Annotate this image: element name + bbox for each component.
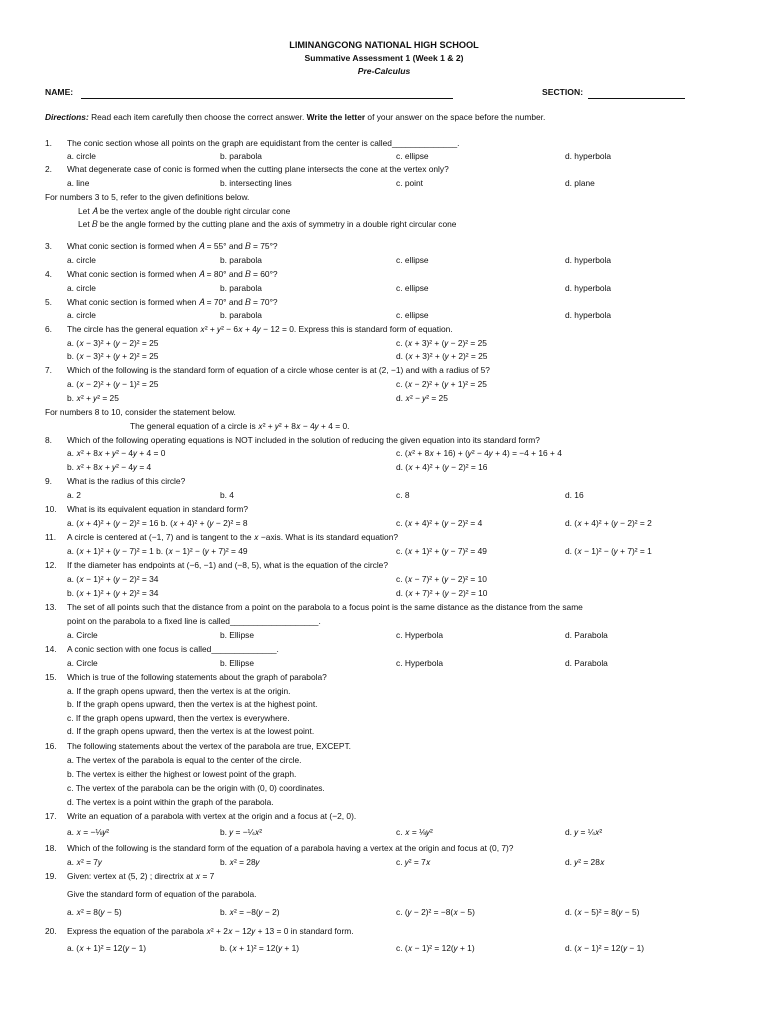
question-number: 9.	[45, 476, 52, 486]
option-b: b. Ellipse	[220, 630, 254, 640]
option-c: c. (𝑥 + 4)² + (𝑦 − 2)² = 4	[396, 518, 483, 528]
line-row	[0, 942, 768, 955]
option-c: c. point	[396, 178, 424, 188]
option-a: a. (𝑥 + 1)² + (𝑦 − 7)² = 1 b. (𝑥 − 1)² − (𝑦 + 7)² = 49	[67, 546, 248, 556]
option-d: d. hyperbola	[565, 310, 612, 320]
line-row	[0, 531, 768, 544]
question-text: The conic section whose all points on the graph are equidistant from the center is called______________.	[67, 138, 460, 148]
line-row	[0, 573, 768, 586]
question-number: 20.	[45, 926, 57, 936]
question-text: Given: vertex at (5, 2) ; directrix at 𝑥 = 7	[67, 871, 215, 881]
question-number: 3.	[45, 241, 52, 251]
question-number: 16.	[45, 741, 57, 751]
line-row	[0, 712, 768, 725]
line-row	[0, 657, 768, 670]
option-a: a. (𝑥 − 3)² + (𝑦 − 2)² = 25	[67, 338, 159, 348]
option-a: a. 𝑥² + 8𝑥 + 𝑦² − 4𝑦 + 4 = 0	[67, 448, 166, 458]
option-a: b. (𝑥 + 1)² + (𝑦 + 2)² = 34	[67, 588, 159, 598]
line-row	[0, 754, 768, 767]
option-c: c. Hyperbola	[396, 658, 444, 668]
option-c: c. 8	[396, 490, 410, 500]
question-number: 15.	[45, 672, 57, 682]
option-c: c. (𝑥 − 1)² = 12(𝑦 + 1)	[396, 943, 475, 953]
option-a: b. (𝑥 − 3)² + (𝑦 + 2)² = 25	[67, 351, 159, 361]
option-d: d. 𝑦 = ¼𝑥²	[565, 827, 603, 837]
line-row	[0, 768, 768, 781]
question-number: 13.	[45, 602, 57, 612]
option-c: c. 𝑥 = ⅛𝑦²	[396, 827, 433, 837]
option-b: b. 𝑥² = −8(𝑦 − 2)	[220, 907, 280, 917]
question-number: 5.	[45, 297, 52, 307]
line-row	[0, 309, 768, 322]
option-c: c. (𝑦 − 2)² = −8(𝑥 − 5)	[396, 907, 475, 917]
option-a: a. (𝑥 + 4)² + (𝑦 − 2)² = 16 b. (𝑥 + 4)² + (𝑦 − 2)² = 8	[67, 518, 248, 528]
definition-text: Let 𝐵 be the angle formed by the cutting plane and the axis of symmetry in a double right circular cone	[78, 219, 457, 229]
line-row	[0, 163, 768, 176]
directions	[45, 111, 725, 123]
option-d: d. plane	[565, 178, 595, 188]
option-d: d. hyperbola	[565, 283, 612, 293]
option-a: d. If the graph opens upward, then the vertex is at the lowest point.	[67, 726, 315, 736]
option-a: b. 𝑥² + 8𝑥 + 𝑦² − 4𝑦 = 4	[67, 462, 152, 472]
line-row	[0, 517, 768, 530]
option-d: d. (𝑥 − 1)² − (𝑦 + 7)² = 1	[565, 546, 652, 556]
line-row	[0, 240, 768, 253]
question-text: The circle has the general equation 𝑥² + 𝑦² − 6𝑥 + 4𝑦 − 12 = 0. Express this is standard form of equation.	[67, 324, 453, 334]
option-b: b. parabola	[220, 310, 262, 320]
line-row	[0, 461, 768, 474]
option-c: d. (𝑥 + 4)² + (𝑦 − 2)² = 16	[396, 462, 488, 472]
question-number: 14.	[45, 644, 57, 654]
definition-text: Let 𝐴 be the vertex angle of the double right circular cone	[78, 206, 291, 216]
name-label: NAME:	[45, 87, 74, 97]
line-row	[0, 503, 768, 516]
line-row	[0, 587, 768, 600]
question-number: 6.	[45, 324, 52, 334]
option-c: d. (𝑥 + 7)² + (𝑦 − 2)² = 10	[396, 588, 488, 598]
instruction-text: For numbers 8 to 10, consider the statement below.	[45, 407, 236, 417]
question-number: 17.	[45, 811, 57, 821]
line-row	[0, 191, 768, 204]
question-text: Which of the following is the standard form of equation of a circle whose center is at (2, −1) and with a radius of 5?	[67, 365, 490, 375]
option-c: d. (𝑥 + 3)² + (𝑦 + 2)² = 25	[396, 351, 488, 361]
name-blank-line[interactable]	[81, 98, 453, 99]
option-a: a. circle	[67, 151, 96, 161]
line-row	[0, 489, 768, 502]
option-d: d. hyperbola	[565, 255, 612, 265]
line-row	[0, 740, 768, 753]
option-b: b. 𝑥² = 28𝑦	[220, 857, 260, 867]
option-b: b. parabola	[220, 151, 262, 161]
question-number: 4.	[45, 269, 52, 279]
line-row	[0, 323, 768, 336]
option-d: d. (𝑥 + 4)² + (𝑦 − 2)² = 2	[565, 518, 652, 528]
question-text: The following statements about the vertex of the parabola are true, EXCEPT.	[67, 741, 351, 751]
assessment-title: Summative Assessment 1 (Week 1 & 2)	[304, 53, 464, 63]
option-c: c. ellipse	[396, 283, 429, 293]
option-a: a. (𝑥 + 1)² = 12(𝑦 − 1)	[67, 943, 147, 953]
line-row	[0, 870, 768, 883]
option-b: b. 𝑦 = −¼𝑥²	[220, 827, 263, 837]
question-text: point on the parabola to a fixed line is called___________________.	[67, 616, 321, 626]
option-a: c. The vertex of the parabola can be the origin with (0, 0) coordinates.	[67, 783, 325, 793]
line-row	[0, 725, 768, 738]
line-row	[0, 434, 768, 447]
line-row	[0, 856, 768, 869]
line-row	[0, 205, 768, 218]
question-number: 1.	[45, 138, 52, 148]
option-b: b. parabola	[220, 255, 262, 265]
section-blank-line[interactable]	[588, 98, 685, 99]
line-row	[0, 218, 768, 231]
section-label: SECTION:	[542, 87, 584, 97]
option-c: c. (𝑥 − 7)² + (𝑦 − 2)² = 10	[396, 574, 487, 584]
question-text: A circle is centered at (−1, 7) and is tangent to the 𝑥 −axis. What is its standard equation?	[67, 532, 399, 542]
line-row	[0, 601, 768, 614]
option-a: a. 𝑥 = −⅛𝑦²	[67, 827, 110, 837]
subject-title: Pre-Calculus	[357, 66, 411, 76]
question-text: Write an equation of a parabola with vertex at the origin and a focus at (−2, 0).	[67, 811, 357, 821]
option-c: d. 𝑥² − 𝑦² = 25	[396, 393, 448, 403]
line-row	[0, 282, 768, 295]
question-number: 12.	[45, 560, 57, 570]
line-row	[0, 643, 768, 656]
question-number: 7.	[45, 365, 52, 375]
question-text: What is the radius of this circle?	[67, 476, 186, 486]
option-c: c. (𝑥 + 3)² + (𝑦 − 2)² = 25	[396, 338, 487, 348]
directions-text-2: of your answer on the space before the number.	[365, 112, 546, 122]
option-a: a. 2	[67, 490, 81, 500]
option-a: a. 𝑥² = 8(𝑦 − 5)	[67, 907, 122, 917]
line-row	[0, 177, 768, 190]
option-d: d. 𝑦² = 28𝑥	[565, 857, 605, 867]
question-number: 11.	[45, 532, 57, 542]
option-a: a. (𝑥 − 2)² + (𝑦 − 1)² = 25	[67, 379, 159, 389]
question-text: What is its equivalent equation in standard form?	[67, 504, 249, 514]
line-row	[0, 364, 768, 377]
line-row	[0, 150, 768, 163]
option-a: a. circle	[67, 255, 96, 265]
question-text: What conic section is formed when 𝐴 = 80° and 𝐵 = 60°?	[67, 269, 278, 279]
line-row	[0, 406, 768, 419]
option-c: c. ellipse	[396, 310, 429, 320]
option-a: a. circle	[67, 283, 96, 293]
line-row	[0, 629, 768, 642]
line-row	[0, 559, 768, 572]
question-text: If the diameter has endpoints at (−6, −1) and (−8, 5), what is the equation of the circle?	[67, 560, 389, 570]
question-text: Express the equation of the parabola 𝑥² + 2𝑥 − 12𝑦 + 13 = 0 in standard form.	[67, 926, 354, 936]
instruction-text: For numbers 3 to 5, refer to the given definitions below.	[45, 192, 250, 202]
option-d: d. (𝑥 − 5)² = 8(𝑦 − 5)	[565, 907, 640, 917]
option-b: b. parabola	[220, 283, 262, 293]
question-text: What degenerate case of conic is formed when the cutting plane intersects the cone at the vertex only?	[67, 164, 449, 174]
option-b: b. 4	[220, 490, 234, 500]
line-row	[0, 826, 768, 839]
option-a: a. Circle	[67, 658, 98, 668]
option-a: a. circle	[67, 310, 96, 320]
option-c: c. ellipse	[396, 255, 429, 265]
question-text: Give the standard form of equation of the parabola.	[67, 889, 257, 899]
question-text: The set of all points such that the distance from a point on the parabola to a focus point is the same distance as the distance from the same	[67, 602, 583, 612]
name-section-row	[45, 87, 685, 101]
option-a: a. If the graph opens upward, then the vertex is at the origin.	[67, 686, 291, 696]
directions-text-1: Read each item carefully then choose the correct answer.	[88, 112, 307, 122]
line-row	[0, 392, 768, 405]
line-row	[0, 254, 768, 267]
option-a: a. The vertex of the parabola is equal to the center of the circle.	[67, 755, 302, 765]
line-row	[0, 350, 768, 363]
option-c: c. (𝑥 − 2)² + (𝑦 + 1)² = 25	[396, 379, 487, 389]
directions-label: Directions:	[45, 112, 89, 122]
line-row	[0, 796, 768, 809]
question-text: Which of the following is the standard form of the equation of a parabola having a vertex at the origin and focus at (0, 7)?	[67, 843, 514, 853]
line-row	[0, 671, 768, 684]
line-row	[0, 378, 768, 391]
question-text: What conic section is formed when 𝐴 = 70° and 𝐵 = 70°?	[67, 297, 278, 307]
line-row	[0, 268, 768, 281]
option-d: d. hyperbola	[565, 151, 612, 161]
option-d: d. 16	[565, 490, 584, 500]
option-a: b. The vertex is either the highest or lowest point of the graph.	[67, 769, 297, 779]
line-row	[0, 698, 768, 711]
line-row	[0, 906, 768, 919]
option-a: a. Circle	[67, 630, 98, 640]
school-name: LIMINANGCONG NATIONAL HIGH SCHOOL	[289, 40, 479, 50]
option-c: c. (𝑥 + 1)² + (𝑦 − 7)² = 49	[396, 546, 487, 556]
option-c: c. (𝑥² + 8𝑥 + 16) + (𝑦² − 4𝑦 + 4) = −4 + 16 + 4	[396, 448, 562, 458]
question-number: 19.	[45, 871, 57, 881]
option-c: c. 𝑦² = 7𝑥	[396, 857, 431, 867]
line-row	[0, 925, 768, 938]
option-b: b. intersecting lines	[220, 178, 292, 188]
question-text: A conic section with one focus is called______________.	[67, 644, 279, 654]
option-a: c. If the graph opens upward, then the vertex is everywhere.	[67, 713, 290, 723]
option-a: a. line	[67, 178, 90, 188]
question-number: 18.	[45, 843, 57, 853]
question-text: Which is true of the following statements about the graph of parabola?	[67, 672, 327, 682]
option-c: c. ellipse	[396, 151, 429, 161]
line-row	[0, 615, 768, 628]
line-row	[0, 810, 768, 823]
question-number: 10.	[45, 504, 57, 514]
line-row	[0, 782, 768, 795]
line-row	[0, 447, 768, 460]
line-row	[0, 888, 768, 901]
option-b: b. Ellipse	[220, 658, 254, 668]
line-row	[0, 137, 768, 150]
line-row	[0, 685, 768, 698]
question-number: 8.	[45, 435, 52, 445]
question-number: 2.	[45, 164, 52, 174]
line-row	[0, 296, 768, 309]
option-a: b. 𝑥² + 𝑦² = 25	[67, 393, 119, 403]
line-row	[0, 545, 768, 558]
option-d: d. (𝑥 − 1)² = 12(𝑦 − 1)	[565, 943, 645, 953]
line-row	[0, 420, 768, 433]
option-d: d. Parabola	[565, 658, 608, 668]
option-b: b. (𝑥 + 1)² = 12(𝑦 + 1)	[220, 943, 300, 953]
given-equation: The general equation of a circle is 𝑥² + 𝑦² + 8𝑥 − 4𝑦 + 4 = 0.	[130, 421, 350, 431]
question-text: Which of the following operating equations is NOT included in the solution of reducing the given equation into its standard form?	[67, 435, 540, 445]
option-d: d. Parabola	[565, 630, 608, 640]
option-c: c. Hyperbola	[396, 630, 444, 640]
question-text: What conic section is formed when 𝐴 = 55° and 𝐵 = 75°?	[67, 241, 278, 251]
line-row	[0, 475, 768, 488]
option-a: d. The vertex is a point within the graph of the parabola.	[67, 797, 274, 807]
option-a: b. If the graph opens upward, then the vertex is at the highest point.	[67, 699, 318, 709]
line-row	[0, 337, 768, 350]
option-a: a. 𝑥² = 7𝑦	[67, 857, 102, 867]
directions-bold: Write the letter	[306, 112, 366, 122]
line-row	[0, 842, 768, 855]
option-a: a. (𝑥 − 1)² + (𝑦 − 2)² = 34	[67, 574, 159, 584]
